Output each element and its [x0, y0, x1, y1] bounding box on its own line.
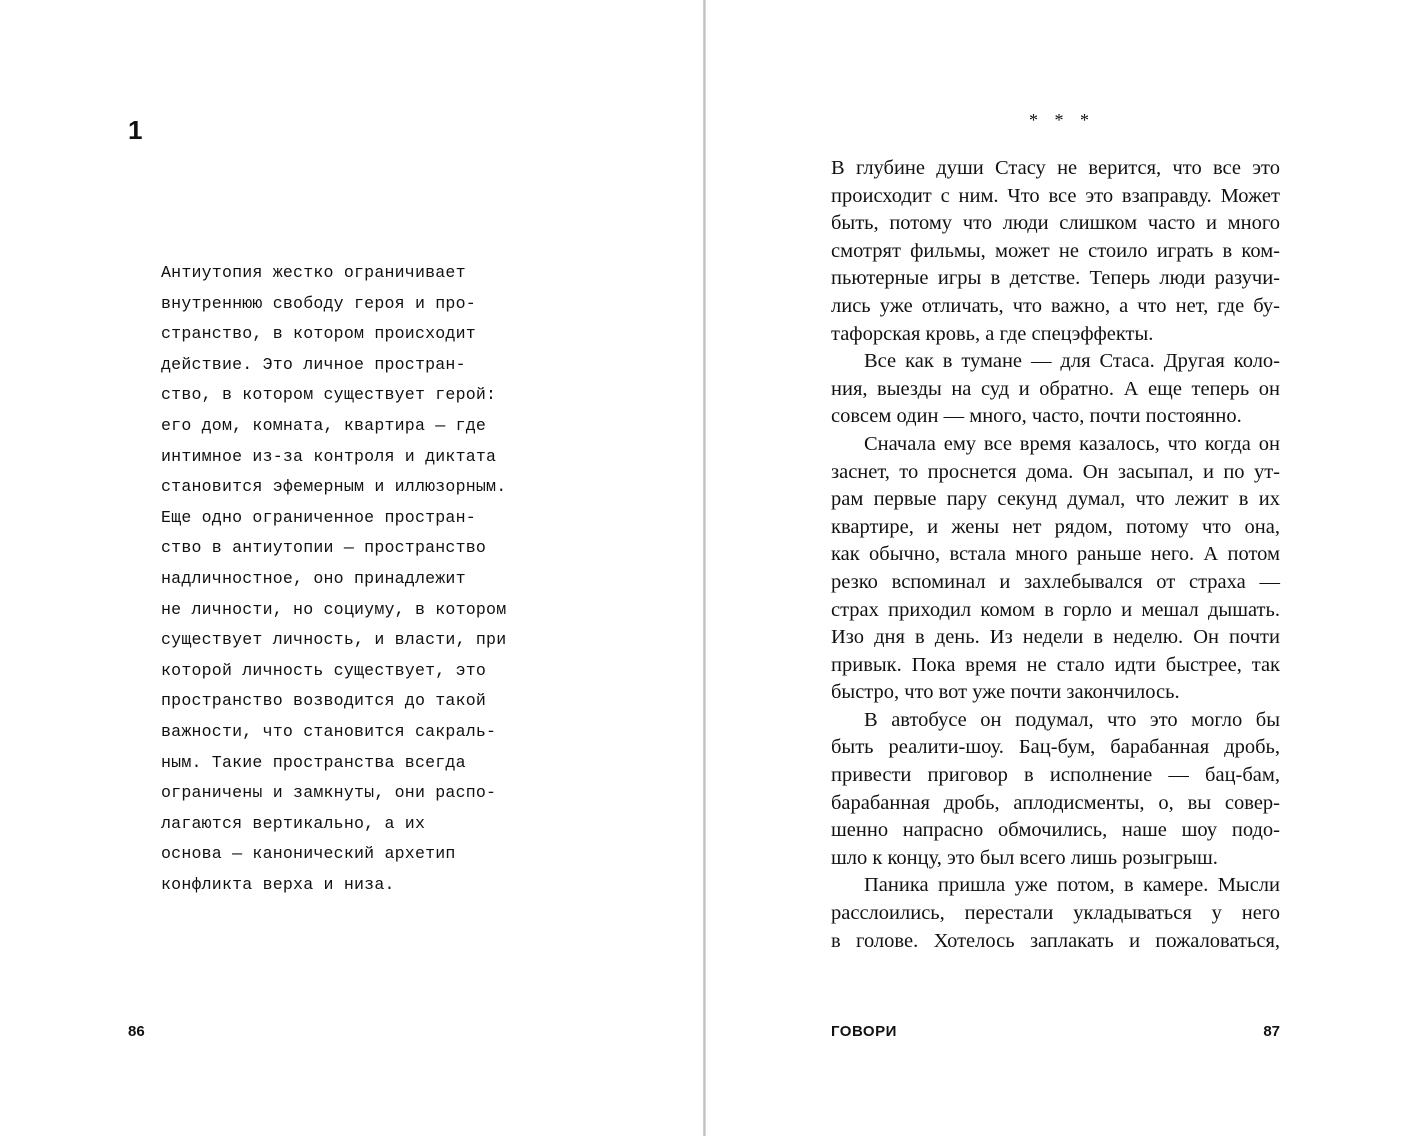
body-text-line: Паника пришла уже потом, в камере. Мысли — [864, 874, 1280, 897]
left-page — [0, 0, 704, 1136]
body-text-line: резко вспоминал и захлебывался от страха — — [831, 570, 1280, 593]
epigraph-line: интимное из-за контроля и диктата — [161, 446, 497, 466]
body-text-line: тафорская кровь, а где спецэффекты. — [831, 322, 1154, 345]
book-gutter — [703, 0, 706, 1136]
epigraph-line: его дом, комната, квартира — где — [161, 415, 487, 435]
right-page — [707, 0, 1410, 1136]
page-number-right: 87 — [1263, 1023, 1280, 1040]
epigraph-line: пространство возводится до такой — [161, 691, 487, 711]
body-text-line: ния, выезды на суд и обратно. А еще теперь он — [831, 377, 1280, 400]
epigraph-line: существует личность, и власти, при — [161, 630, 507, 650]
body-text-line: привести приговор в исполнение — бац-бам, — [831, 764, 1280, 787]
epigraph-line: внутреннюю свободу героя и про- — [161, 293, 476, 313]
body-text-line: Сначала ему все время казалось, что когда он — [864, 432, 1280, 455]
body-text-block — [831, 155, 1280, 955]
body-text-line: В автобусе он подумал, что это могло бы — [864, 708, 1280, 731]
body-text-line: совсем один — много, часто, почти постоянно. — [831, 405, 1242, 428]
epigraph-line: конфликта верха и низа. — [161, 874, 395, 894]
section-break: * * * — [1029, 110, 1095, 130]
body-text-line: Изо дня в день. Из недели в неделю. Он почти — [831, 626, 1280, 649]
running-head: ГОВОРИ — [831, 1023, 897, 1040]
epigraph-line: не личности, но социуму, в котором — [161, 599, 507, 619]
body-text-line: рам первые пару секунд думал, что лежит в их — [831, 488, 1280, 511]
body-text-line: лись уже отличать, что важно, а что нет, где бу- — [831, 294, 1280, 317]
epigraph-line: Антиутопия жестко ограничивает — [161, 263, 466, 282]
body-text-line: происходит с ним. Что все это взаправду. Может — [831, 184, 1280, 207]
body-text-line: пьютерные игры в детстве. Теперь люди разучи- — [831, 267, 1280, 290]
epigraph-line: Еще одно ограниченное простран- — [161, 507, 476, 527]
body-text-line: барабанная дробь, аплодисменты, о, вы совер- — [831, 791, 1280, 814]
body-text-line: быть реалити-шоу. Бац-бум, барабанная дробь, — [831, 736, 1280, 759]
body-text-line: страх приходил комом в горло и мешал дышать. — [831, 598, 1280, 621]
epigraph-line: важности, что становится сакраль- — [161, 721, 497, 741]
body-text-line: Все как в тумане — для Стаса. Другая коло- — [864, 350, 1280, 373]
body-text-line: шло к концу, это был всего лишь розыгрыш. — [831, 846, 1218, 869]
epigraph-line: которой личность существует, это — [161, 660, 487, 680]
body-text-line: В глубине души Стасу не верится, что все это — [831, 157, 1280, 179]
epigraph-line: ство в антиутопии — пространство — [161, 538, 487, 558]
epigraph-line: лагаются вертикально, а их — [161, 813, 426, 833]
epigraph-line: ным. Такие пространства всегда — [161, 752, 466, 772]
epigraph-line: ство, в котором существует герой: — [161, 385, 497, 405]
page-number-left: 86 — [128, 1023, 145, 1040]
body-text-line: шенно напрасно обмочились, наше шоу подо- — [831, 819, 1280, 842]
body-text-line: быть, потому что люди слишком часто и много — [831, 212, 1280, 235]
epigraph-line: основа — канонический архетип — [161, 844, 456, 864]
body-text-line: привык. Пока время не стало идти быстрее, так — [831, 653, 1280, 676]
epigraph-line: становится эфемерным и иллюзорным. — [161, 477, 507, 497]
body-text-line: квартире, и жены нет рядом, потому что она, — [831, 515, 1280, 538]
epigraph-line: действие. Это личное простран- — [161, 354, 466, 374]
body-text-line: расслоились, перестали укладываться у него — [831, 902, 1280, 925]
body-text-line: заснет, то проснется дома. Он засыпал, и по ут- — [831, 460, 1280, 483]
epigraph-line: надличностное, оно принадлежит — [161, 568, 466, 588]
epigraph-text-block — [161, 258, 601, 900]
body-text-line: быстро, что вот уже почти закончилось. — [831, 681, 1180, 704]
body-text-line: как обычно, встала много раньше него. А потом — [831, 543, 1280, 566]
body-text-line: смотрят фильмы, может не стоило играть в ком- — [831, 239, 1280, 262]
epigraph-line: странство, в котором происходит — [161, 324, 476, 344]
epigraph-line: ограничены и замкнуты, они распо- — [161, 783, 497, 803]
body-text-line: в голове. Хотелось заплакать и пожаловаться, — [831, 929, 1280, 952]
chapter-number: 1 — [128, 115, 143, 145]
